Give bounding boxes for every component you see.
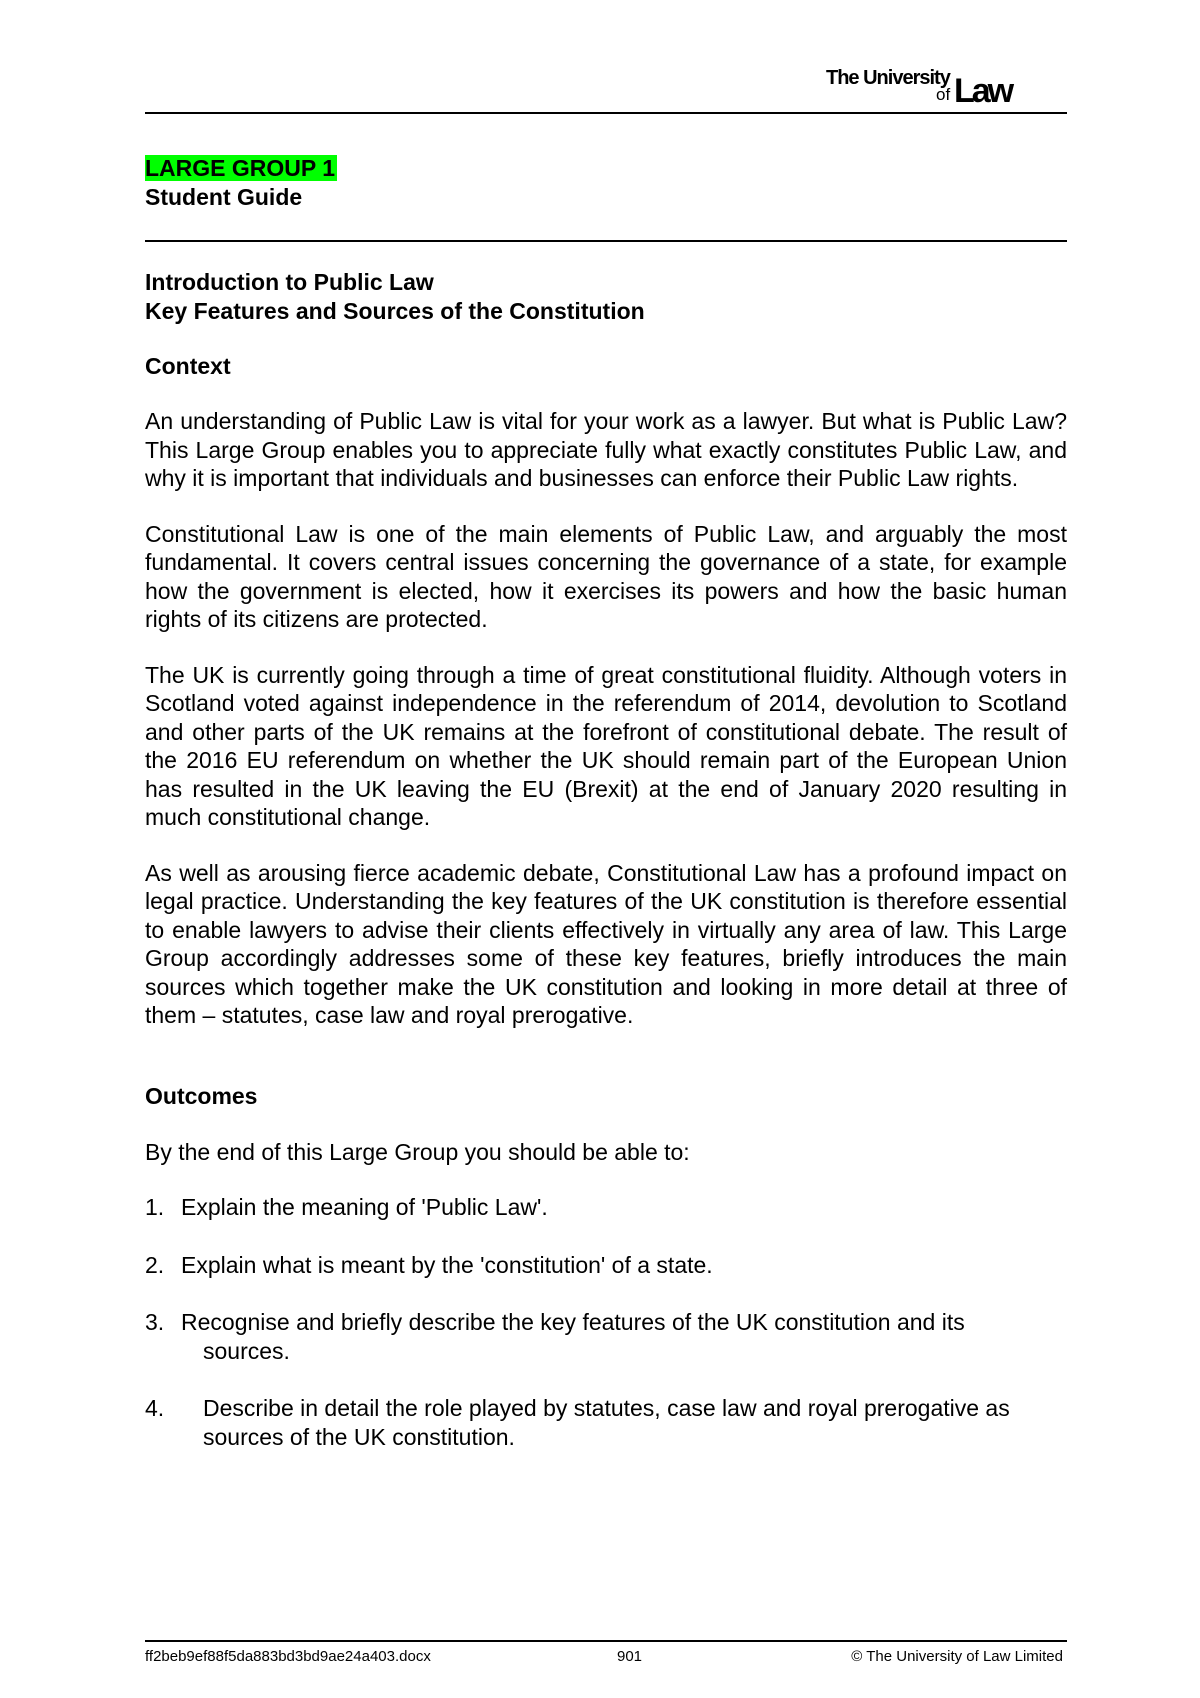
outcomes-intro: By the end of this Large Group you should be able to: <box>145 1138 690 1165</box>
outcomes-heading: Outcomes <box>145 1082 258 1109</box>
list-item <box>145 1394 1067 1451</box>
outcome-text: Recognise and briefly describe the key features of the UK constitution and its <box>181 1309 965 1335</box>
list-item <box>145 1251 1067 1280</box>
context-paragraph-1: An understanding of Public Law is vital for your work as a lawyer. But what is Public Law? This Large Group enables you to appreciate fully what exactly constitutes Public Law, and why it is important that individuals and businesses can enforce their Public Law rights. <box>145 408 1067 491</box>
group-heading <box>145 154 1067 212</box>
university-logo-mark <box>824 66 1064 106</box>
context-paragraph-2: Constitutional Law is one of the main elements of Public Law, and arguably the most fundamental. It covers central issues concerning the governance of a state, for example how the government is elected, how it exercises its powers and how the basic human rights of its citizens are protected. <box>145 520 1067 632</box>
document-body <box>145 268 1067 1480</box>
list-item <box>145 1308 1067 1365</box>
outcome-text: Describe in detail the role played by statutes, case law and royal prerogative as <box>203 1395 1010 1421</box>
footer-copyright: © The University of Law Limited <box>851 1648 1063 1665</box>
outcome-number: 3. <box>145 1309 165 1335</box>
outcome-number: 4. <box>145 1395 165 1421</box>
logo-law: Law <box>954 72 1012 106</box>
outcome-text-continued: sources of the UK constitution. <box>203 1423 515 1450</box>
page-footer <box>145 1646 1067 1668</box>
outcomes-list <box>145 1193 1067 1451</box>
footer-page-number: 901 <box>617 1648 643 1665</box>
outcome-text: Explain the meaning of 'Public Law'. <box>181 1194 548 1220</box>
list-item <box>145 1193 1067 1222</box>
title-line-1: Introduction to Public Law <box>145 269 434 295</box>
section-divider <box>145 240 1067 242</box>
outcome-number: 2. <box>145 1251 165 1278</box>
context-paragraph-3: The UK is currently going through a time of great constitutional fluidity. Although voters in Scotland voted against independence in the referendum of 2014, devolution to Scotland and other parts of the UK remains at the forefront of constitutional debate. The result of the 2016 EU referendum on whether the UK should remain part of the European Union has resulted in the UK leaving the EU (Brexit) at the end of January 2020 resulting in much constitutional change. <box>145 661 1067 830</box>
logo-of: of <box>936 85 951 104</box>
context-heading: Context <box>145 353 231 379</box>
header-divider <box>145 112 1067 114</box>
group-label: LARGE GROUP 1 <box>145 155 335 181</box>
context-paragraph-4: As well as arousing fierce academic debate, Constitutional Law has a profound impact on legal practice. Understanding the key features of the UK constitution is therefore essential to enable lawyers to advise their clients effectively in virtually any area of law. This Large Group accordingly addresses some of these key features, briefly introduces the main sources which together make the UK constitution and looking in more detail at three of them – statutes, case law and royal prerogative. <box>145 859 1067 1028</box>
outcome-text-continued: sources. <box>203 1337 290 1364</box>
outcome-text: Explain what is meant by the 'constitution' of a state. <box>181 1251 713 1278</box>
footer-divider <box>145 1640 1067 1642</box>
logo-line1: The University <box>826 67 950 89</box>
title-line-2: Key Features and Sources of the Constitution <box>145 298 645 324</box>
outcome-number: 1. <box>145 1194 165 1220</box>
group-subtitle: Student Guide <box>145 184 303 210</box>
university-logo <box>824 66 1064 106</box>
footer-filename: ff2beb9ef88f5da883bd3bd9ae24a403.docx <box>145 1648 431 1665</box>
